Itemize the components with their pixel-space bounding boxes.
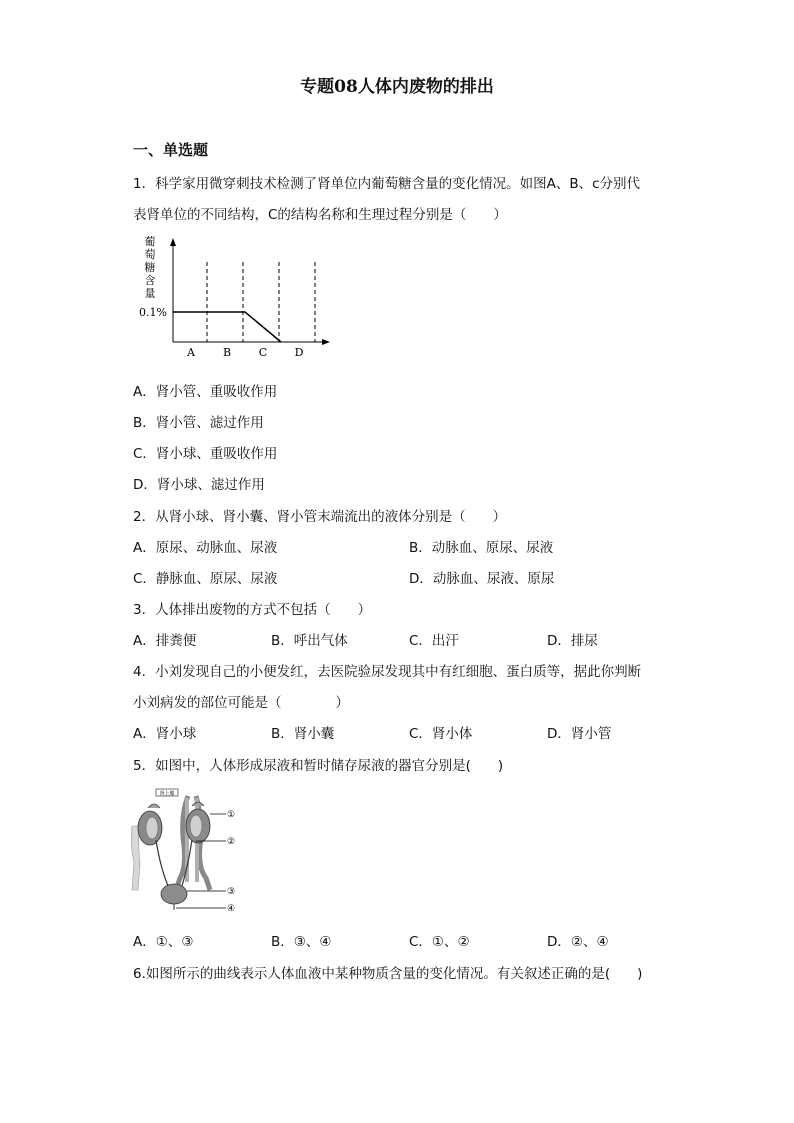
- q6-stem: 6.如图所示的曲线表示人体血液中某种物质含量的变化情况。有关叙述正确的是( ): [133, 966, 643, 982]
- ylabel-char: 量: [144, 287, 156, 300]
- figure-tag: 肾上腺: [159, 791, 175, 797]
- x-axis-arrow: [322, 339, 330, 345]
- q3-option-a: A．排粪便: [133, 633, 197, 649]
- ylabel-char: 萄: [144, 248, 156, 261]
- q5-option-d: D．②、④: [547, 934, 609, 950]
- q1-stem-line1: 1．科学家用微穿刺技术检测了肾单位内葡萄糖含量的变化情况。如图A、B、c分别代: [133, 176, 641, 192]
- q1-option-c: C．肾小球、重吸收作用: [133, 446, 278, 462]
- section-heading: 一、单选题: [133, 141, 209, 159]
- q5-option-a: A．①、③: [133, 934, 194, 950]
- y-tick-label: 0.1%: [139, 306, 167, 319]
- y-axis-label: [145, 234, 156, 300]
- q3-stem: 3．人体排出废物的方式不包括（ ）: [133, 602, 372, 618]
- q4-option-d: D．肾小管: [547, 726, 612, 742]
- q4-option-c: C．肾小体: [409, 726, 473, 742]
- bladder: [161, 884, 187, 904]
- label-3: ③: [227, 887, 236, 897]
- ylabel-char: 糖: [144, 261, 156, 274]
- glucose-series-line: [173, 312, 281, 342]
- label-1: ①: [227, 810, 236, 820]
- q2-option-d: D．动脉血、尿液、原尿: [409, 571, 555, 587]
- ylabel-char: 葡: [144, 235, 156, 248]
- x-tick-label: B: [222, 346, 232, 359]
- glucose-chart: [133, 234, 343, 364]
- q3-option-d: D．排尿: [547, 633, 598, 649]
- q3-option-b: B．呼出气体: [271, 633, 348, 649]
- q1-option-b: B．肾小管、滤过作用: [133, 415, 264, 431]
- q4-option-a: A．肾小球: [133, 726, 197, 742]
- q5-stem: 5．如图中，人体形成尿液和暂时储存尿液的器官分别是( ): [133, 758, 504, 774]
- q5-option-b: B．③、④: [271, 934, 332, 950]
- y-axis-arrow: [170, 238, 176, 246]
- ylabel-char: 含: [144, 274, 156, 287]
- q5-option-c: C．①、②: [409, 934, 470, 950]
- page-title: 专题08人体内废物的排出: [300, 77, 494, 97]
- q4-stem-line2: 小刘病发的部位可能是（ ）: [133, 695, 349, 711]
- x-tick-label: D: [294, 346, 304, 359]
- label-2: ②: [227, 837, 236, 847]
- label-4: ④: [227, 904, 236, 914]
- q4-option-b: B．肾小囊: [271, 726, 335, 742]
- x-tick-label: C: [258, 346, 268, 359]
- q2-stem: 2．从肾小球、肾小囊、肾小管末端流出的液体分别是（ ）: [133, 509, 507, 525]
- body-outline: [131, 826, 140, 890]
- q3-option-c: C．出汗: [409, 633, 459, 649]
- urinary-system-figure: [130, 786, 260, 920]
- q4-stem-line1: 4．小刘发现自己的小便发红，去医院验尿发现其中有红细胞、蛋白质等，据此你判断: [133, 664, 642, 680]
- q1-stem-line2: 表肾单位的不同结构，C的结构名称和生理过程分别是（ ）: [133, 207, 507, 223]
- x-tick-label: A: [187, 346, 195, 359]
- q2-option-b: B．动脉血、原尿、尿液: [409, 540, 554, 556]
- q2-option-c: C．静脉血、原尿、尿液: [133, 571, 278, 587]
- q1-option-a: A．肾小管、重吸收作用: [133, 384, 278, 400]
- q2-option-a: A．原尿、动脉血、尿液: [133, 540, 278, 556]
- q1-option-d: D．肾小球、滤过作用: [133, 477, 265, 493]
